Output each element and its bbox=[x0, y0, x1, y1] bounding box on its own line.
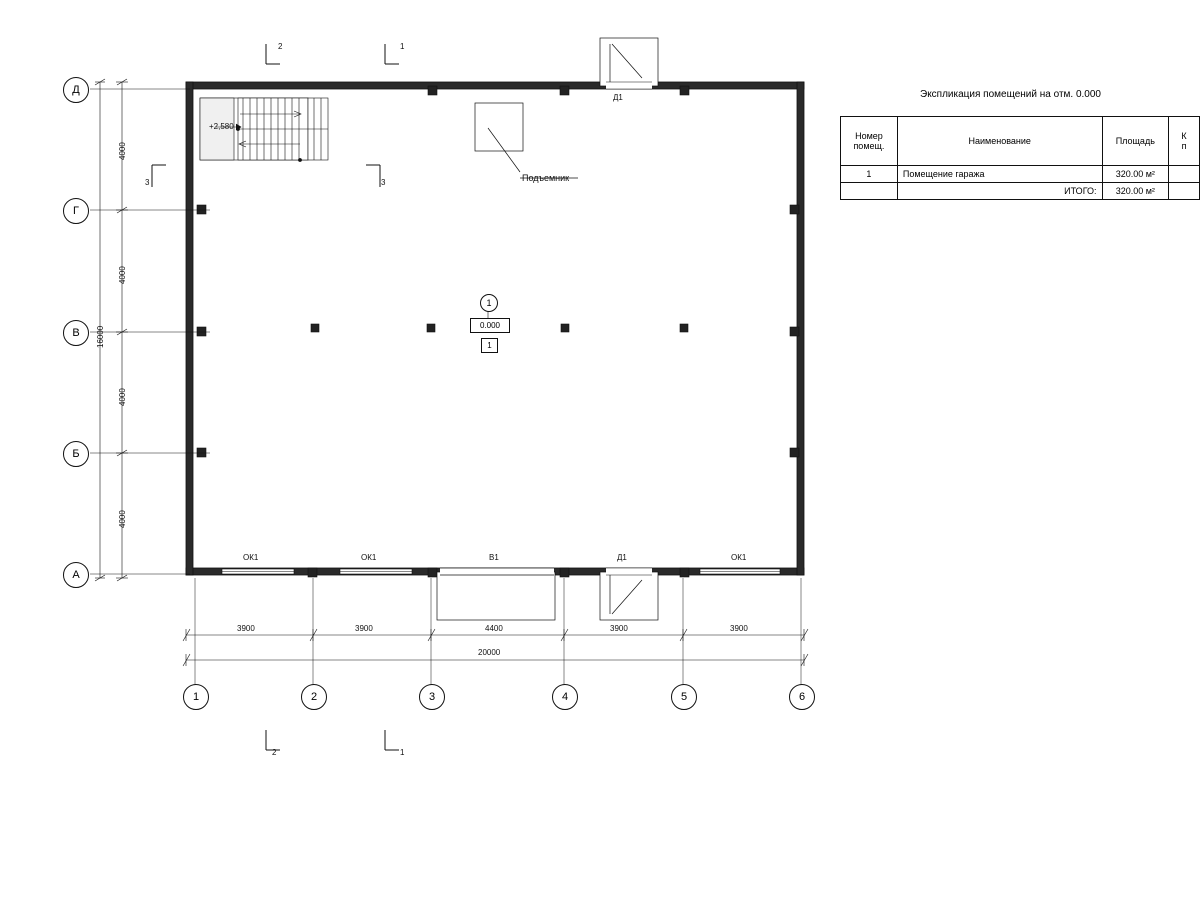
window-label-3: ОК1 bbox=[731, 553, 747, 562]
cell-empty-2 bbox=[1169, 183, 1200, 200]
grid-letter-label: Б bbox=[72, 448, 80, 460]
dim-horizontal-2: 3900 bbox=[355, 624, 373, 633]
section-mark-bottom-2: 2 bbox=[272, 748, 277, 757]
dim-vertical-3: 4000 bbox=[118, 388, 127, 406]
dim-horizontal-3: 4400 bbox=[485, 624, 503, 633]
lift-label: Подъемник bbox=[522, 173, 570, 183]
dim-horizontal-4: 3900 bbox=[610, 624, 628, 633]
room-category-tag: 1 bbox=[481, 338, 498, 353]
total-area: 320.00 м² bbox=[1102, 183, 1168, 200]
dim-vertical-1: 4000 bbox=[118, 142, 127, 160]
section-mark-bottom-1: 1 bbox=[400, 748, 405, 757]
grid-letter-label: А bbox=[72, 569, 80, 581]
cell-number: 1 bbox=[841, 166, 898, 183]
grid-bubble-number-5 bbox=[671, 684, 697, 710]
grid-number-label: 2 bbox=[310, 691, 318, 703]
stair-level-label: +2,580 bbox=[209, 122, 234, 131]
window-label-1: ОК1 bbox=[243, 553, 259, 562]
explication-table bbox=[840, 116, 1200, 200]
header-name: Наименование bbox=[897, 117, 1102, 166]
grid-bubble-letter-d bbox=[63, 77, 89, 103]
lift-symbol bbox=[475, 103, 523, 172]
header-area: Площадь bbox=[1102, 117, 1168, 166]
room-number-bubble: 1 bbox=[480, 294, 498, 312]
cell-area: 320.00 м² bbox=[1102, 166, 1168, 183]
table-header-row bbox=[841, 117, 1200, 166]
grid-number-label: 6 bbox=[798, 691, 806, 703]
window-label-2: ОК1 bbox=[361, 553, 377, 562]
section-marks-top bbox=[266, 44, 399, 64]
total-label: ИТОГО: bbox=[897, 183, 1102, 200]
section-mark-top-2: 2 bbox=[278, 42, 283, 51]
explication-title: Экспликация помещений на отм. 0.000 bbox=[920, 89, 1101, 100]
header-category: К п bbox=[1169, 117, 1200, 166]
grid-number-label: 5 bbox=[680, 691, 688, 703]
room-level-box: 0.000 bbox=[470, 318, 510, 333]
door-bottom-label: Д1 bbox=[617, 553, 627, 562]
grid-bubble-number-4 bbox=[552, 684, 578, 710]
door-top bbox=[600, 38, 658, 86]
dim-vertical-2: 4000 bbox=[118, 266, 127, 284]
table-total-row bbox=[841, 183, 1200, 200]
grid-number-label: 1 bbox=[192, 691, 200, 703]
cell-category bbox=[1169, 166, 1200, 183]
header-number: Номер помещ. bbox=[841, 117, 898, 166]
grid-number-label: 3 bbox=[428, 691, 436, 703]
dim-vertical-total: 16000 bbox=[96, 325, 105, 348]
door-top-label: Д1 bbox=[613, 93, 623, 102]
section-marks-bottom bbox=[266, 730, 399, 750]
cell-empty bbox=[841, 183, 898, 200]
grid-bubble-letter-b bbox=[63, 441, 89, 467]
grid-bubble-letter-a bbox=[63, 562, 89, 588]
dim-vertical-4: 4000 bbox=[118, 510, 127, 528]
grid-bubble-number-3 bbox=[419, 684, 445, 710]
door-bottom bbox=[600, 572, 658, 620]
grid-bubble-number-2 bbox=[301, 684, 327, 710]
grid-letter-label: В bbox=[72, 327, 80, 339]
gate-b1 bbox=[437, 572, 555, 620]
grid-bubble-letter-v bbox=[63, 320, 89, 346]
gate-label: В1 bbox=[489, 553, 499, 562]
grid-number-label: 4 bbox=[561, 691, 569, 703]
grid-bubble-letter-g bbox=[63, 198, 89, 224]
grid-bubble-number-6 bbox=[789, 684, 815, 710]
section-mark-top-1: 1 bbox=[400, 42, 405, 51]
grid-bubble-number-1 bbox=[183, 684, 209, 710]
cell-name: Помещение гаража bbox=[897, 166, 1102, 183]
grid-letter-label: Г bbox=[73, 205, 79, 217]
dim-horizontal-5: 3900 bbox=[730, 624, 748, 633]
grid-letter-label: Д bbox=[72, 84, 80, 96]
dim-horizontal-total: 20000 bbox=[478, 648, 501, 657]
section-mark-left-3: 3 bbox=[145, 178, 150, 187]
section-mark-mid-3: 3 bbox=[381, 178, 386, 187]
table-row bbox=[841, 166, 1200, 183]
dim-horizontal-1: 3900 bbox=[237, 624, 255, 633]
